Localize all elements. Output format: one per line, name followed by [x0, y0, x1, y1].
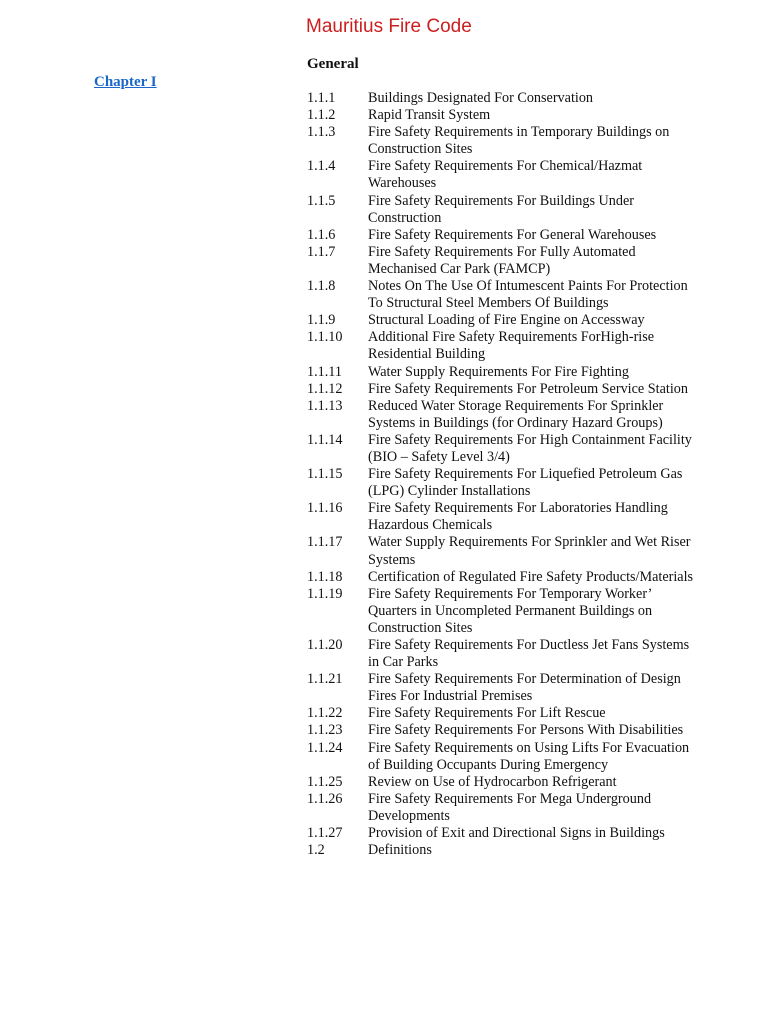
toc-entry	[307, 193, 727, 227]
toc-entry	[307, 381, 727, 398]
toc-entry-title: Rapid Transit System	[368, 107, 491, 124]
toc-entry-number: 1.1.23	[307, 722, 343, 739]
toc-entry-number: 1.1.7	[307, 243, 336, 260]
toc-entry-title: Fire Safety Requirements For High Containment Facility (BIO – Safety Level 3/4)	[368, 431, 692, 465]
toc-entry	[307, 791, 727, 825]
toc-entry-number: 1.1.16	[307, 500, 343, 517]
toc-entry	[307, 466, 727, 500]
toc-entry-title: Notes On The Use Of Intumescent Paints For Protection To Structural Steel Members Of Buildings	[368, 278, 688, 312]
toc-entry	[307, 107, 727, 124]
toc-entry	[307, 637, 727, 671]
toc-entry-number: 1.1.27	[307, 825, 343, 842]
toc-entry	[307, 124, 727, 158]
toc-entry-number: 1.1.10	[307, 329, 343, 346]
toc-entry-title: Fire Safety Requirements For Buildings Under Construction	[368, 192, 634, 226]
toc-entry-title: Water Supply Requirements For Fire Fighting	[368, 363, 629, 380]
toc-entry	[307, 740, 727, 774]
toc-entry-title: Fire Safety Requirements For Mega Underground Developments	[368, 790, 652, 824]
toc-entry-title: Structural Loading of Fire Engine on Accessway	[368, 312, 645, 329]
toc-entry-title: Provision of Exit and Directional Signs in Buildings	[368, 825, 665, 842]
toc-entry-title: Fire Safety Requirements For Temporary Worker’ Quarters in Uncompleted Permanent Buildings on Construction Sites	[368, 585, 653, 636]
toc-entry-title: Fire Safety Requirements For General Warehouses	[368, 226, 657, 243]
toc-entry-number: 1.2	[307, 842, 325, 859]
toc-entry-number: 1.1.26	[307, 790, 343, 807]
toc-entry-title: Fire Safety Requirements For Fully Automated Mechanised Car Park (FAMCP)	[368, 243, 636, 277]
toc-entry	[307, 432, 727, 466]
toc-entry-title: Fire Safety Requirements For Persons With Disabilities	[368, 722, 684, 739]
toc-entry	[307, 842, 727, 859]
toc-entry-number: 1.1.18	[307, 568, 343, 585]
toc-entry-title: Fire Safety Requirements For Petroleum Service Station	[368, 380, 688, 397]
document-title: Mauritius Fire Code	[306, 16, 472, 37]
section-heading: General	[307, 56, 359, 72]
toc-entry-title: Buildings Designated For Conservation	[368, 90, 594, 106]
toc-entry	[307, 312, 727, 329]
toc-entry-number: 1.1.13	[307, 397, 343, 414]
toc-entry	[307, 774, 727, 791]
toc-entry-number: 1.1.9	[307, 312, 336, 329]
toc-entry	[307, 722, 727, 739]
toc-entry	[307, 227, 727, 244]
toc-entry-number: 1.1.12	[307, 380, 343, 397]
toc-entry	[307, 534, 727, 568]
toc-entry-title: Fire Safety Requirements For Lift Rescue	[368, 705, 606, 722]
toc-entry-number: 1.1.15	[307, 466, 343, 483]
toc-entry-title: Additional Fire Safety Requirements ForHigh-rise Residential Building	[368, 329, 655, 363]
toc-entry-title: Reduced Water Storage Requirements For Sprinkler Systems in Buildings (for Ordinary Hazard Groups)	[368, 397, 664, 431]
toc-entry-number: 1.1.21	[307, 671, 343, 688]
toc-entry-number: 1.1.25	[307, 773, 343, 790]
toc-entry	[307, 364, 727, 381]
toc-entry-number: 1.1.4	[307, 158, 336, 175]
toc-entry-title: Fire Safety Requirements For Chemical/Hazmat Warehouses	[368, 158, 643, 192]
toc-entry-number: 1.1.14	[307, 431, 343, 448]
toc-entry-number: 1.1.5	[307, 192, 336, 209]
toc-entry-number: 1.1.1	[307, 90, 336, 106]
toc-entry-number: 1.1.6	[307, 226, 336, 243]
toc-entry	[307, 671, 727, 705]
toc-entry-number: 1.1.22	[307, 705, 343, 722]
toc-entry	[307, 329, 727, 363]
toc-entry-number: 1.1.20	[307, 637, 343, 653]
toc-entry-title: Water Supply Requirements For Sprinkler and Wet Riser Systems	[368, 534, 691, 568]
toc-entry-number: 1.1.2	[307, 107, 336, 124]
toc-entry-number: 1.1.17	[307, 534, 343, 551]
toc-entry-number: 1.1.8	[307, 278, 336, 295]
toc-entry-title: Certification of Regulated Fire Safety Products/Materials	[368, 568, 694, 585]
toc-entry	[307, 90, 727, 107]
toc-entry-title: Fire Safety Requirements in Temporary Buildings on Construction Sites	[368, 124, 670, 158]
toc-entry-title: Fire Safety Requirements For Laboratories Handling Hazardous Chemicals	[368, 500, 668, 534]
toc-entry	[307, 586, 727, 637]
toc-entry	[307, 569, 727, 586]
toc-entry-title: Fire Safety Requirements For Determination of Design Fires For Industrial Premises	[368, 671, 681, 705]
toc-entry-title: Fire Safety Requirements For Liquefied Petroleum Gas (LPG) Cylinder Installations	[368, 466, 683, 500]
toc-entry	[307, 244, 727, 278]
toc-entry	[307, 158, 727, 192]
toc-entry	[307, 278, 727, 312]
toc-entry	[307, 398, 727, 432]
toc-entry-title: Review on Use of Hydrocarbon Refrigerant	[368, 773, 617, 790]
toc-entry-title: Fire Safety Requirements on Using Lifts For Evacuation of Building Occupants During Emergency	[368, 739, 690, 773]
toc-entry-number: 1.1.11	[307, 363, 342, 380]
toc-entry	[307, 500, 727, 534]
chapter-link[interactable]: Chapter I	[94, 74, 157, 90]
toc-entry	[307, 705, 727, 722]
toc-entry	[307, 825, 727, 842]
toc-entry-number: 1.1.19	[307, 585, 343, 602]
toc-entry-title: Fire Safety Requirements For Ductless Jet Fans Systems in Car Parks	[368, 637, 690, 671]
toc-entry-title: Definitions	[368, 842, 432, 859]
toc-entry-number: 1.1.24	[307, 739, 343, 756]
table-of-contents	[307, 90, 727, 859]
toc-entry-number: 1.1.3	[307, 124, 336, 141]
